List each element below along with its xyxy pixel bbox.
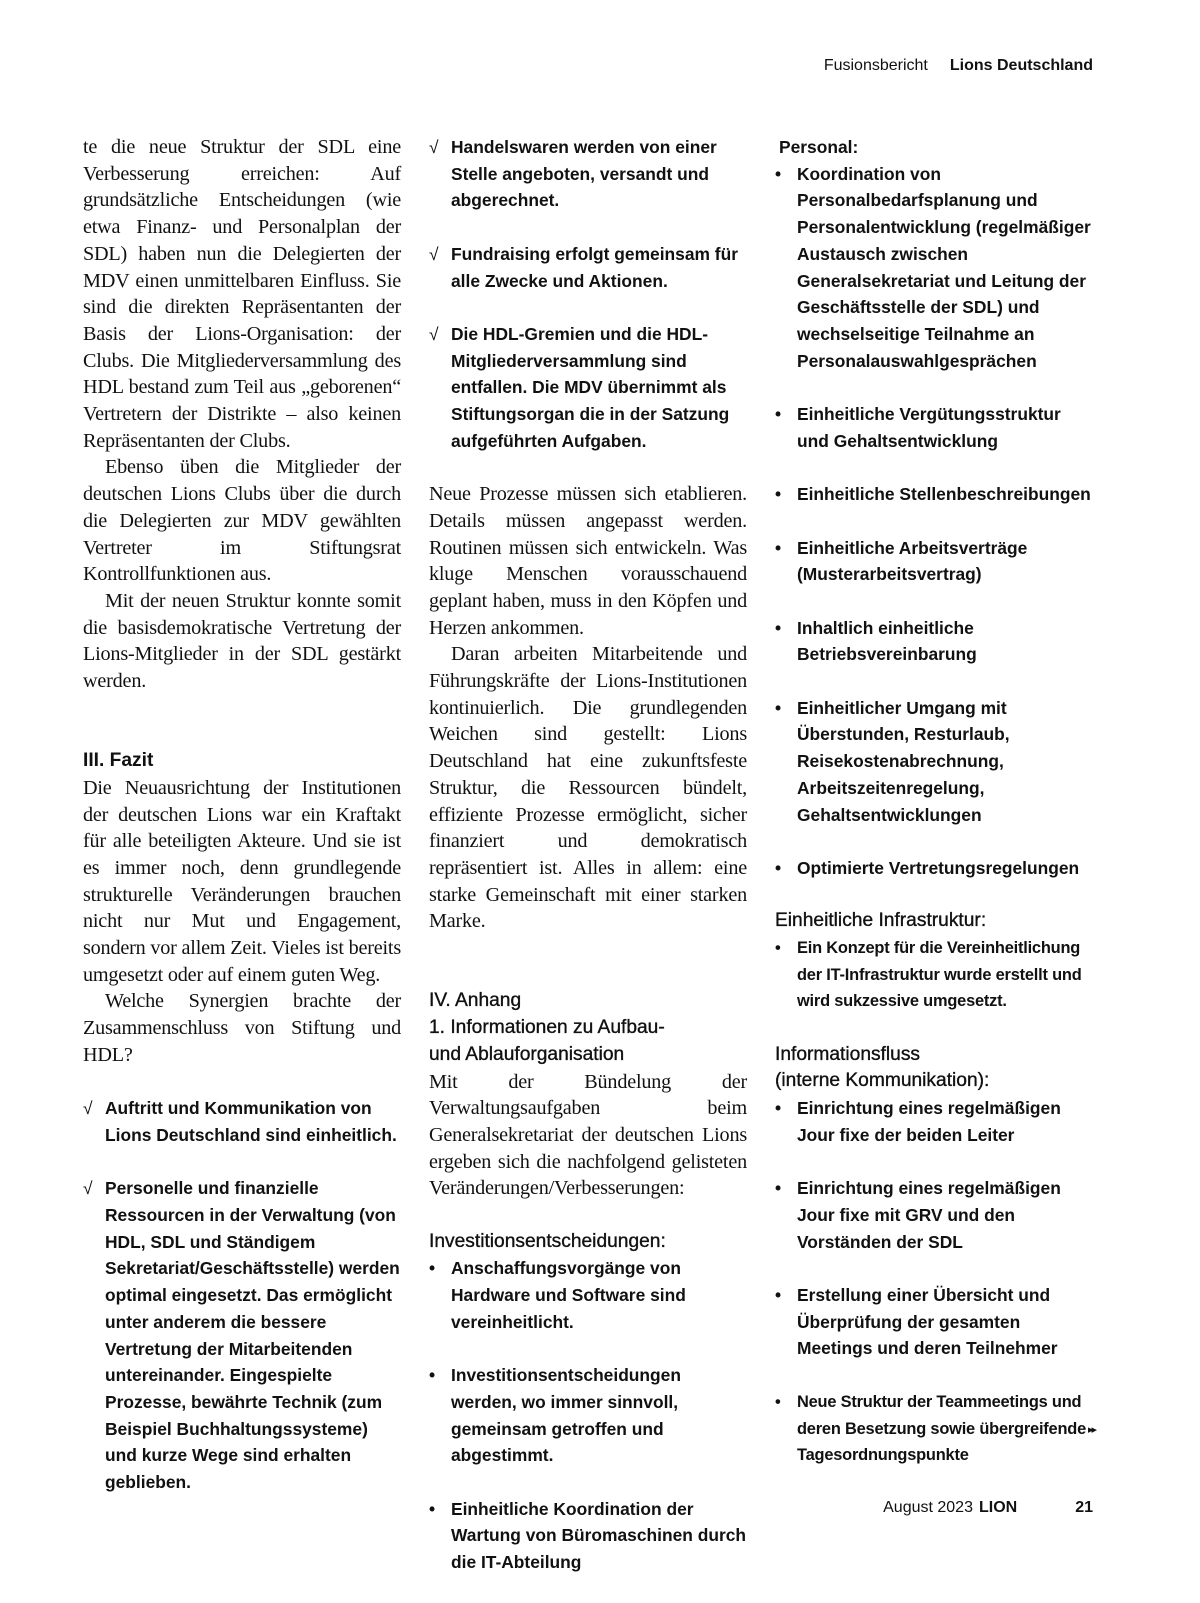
section-heading-fazit: III. Fazit xyxy=(83,750,154,772)
paragraph: Welche Synergien brachte der Zusammenschluss von Stiftung und HDL? xyxy=(83,990,401,1066)
bullet-icon: • xyxy=(429,1258,436,1279)
running-header xyxy=(824,57,1093,75)
section-heading-anhang: IV. Anhang xyxy=(429,990,522,1012)
paragraph: Die Neuausrichtung der Institutionen der deutschen Lions war ein Kraftakt für alle beteiligten Akteure. Und sie ist es immer noch, denn grundlegende strukturelle Veränderungen brauchen nicht nur Mut und Engagement, sondern vor allem Zeit. Vieles ist bereits umgesetzt oder auf einem guten Weg. xyxy=(83,776,401,986)
bullet-icon: • xyxy=(775,163,782,184)
info-heading: Informationsfluss xyxy=(775,1043,921,1065)
list-item: • Koordination von Personalbedarfsplanung und Personalentwicklung (regelmäßiger Austausch zwischen Generalsekretariat und Leitung der Geschäftsstelle der SDL) und wechselseitige Teilnahme an Personalauswahlgesprächen xyxy=(775,161,1095,375)
bullet-icon: • xyxy=(775,938,781,957)
header-publisher: Lions Deutschland xyxy=(949,57,1093,74)
check-item: √ Handelswaren werden von einer Stelle angeboten, versandt und abgerechnet. xyxy=(429,134,747,214)
page-number: 21 xyxy=(1075,1499,1093,1516)
bullet-icon: • xyxy=(429,1365,436,1386)
personal-heading: Personal: xyxy=(779,137,859,157)
check-icon: √ xyxy=(429,243,439,264)
check-icon: √ xyxy=(429,323,439,344)
subheading: und Ablauforganisation xyxy=(429,1043,625,1065)
list-item: • Investitionsentscheidungen werden, wo immer sinnvoll, gemeinsam getroffen und abgestimmt. xyxy=(429,1362,747,1469)
footer-date: August 2023 xyxy=(883,1499,973,1516)
list-item: • Ein Konzept für die Vereinheitlichung der IT-Infrastruktur wurde erstellt und wird sukzessive umgesetzt. xyxy=(775,935,1095,1015)
invest-heading: Investitionsentscheidungen: xyxy=(429,1230,666,1252)
page-footer xyxy=(883,1499,1093,1517)
check-icon: √ xyxy=(83,1098,93,1119)
list-item: • Einrichtung eines regelmäßigen Jour fixe der beiden Leiter xyxy=(775,1095,1095,1148)
bullet-icon: • xyxy=(775,1392,781,1411)
continue-arrow-icon: ▸▸ xyxy=(1087,1423,1095,1436)
bullet-icon: • xyxy=(775,537,782,558)
bullet-icon: • xyxy=(775,697,782,718)
checklist xyxy=(83,1095,401,1496)
list-item: • Einheitliche Vergütungsstruktur und Gehaltsentwicklung xyxy=(775,401,1095,454)
bullet-icon: • xyxy=(775,1098,782,1119)
paragraph: Mit der neuen Struktur konnte somit die basisdemokratische Vertretung der Lions-Mitglieder in der SDL gestärkt werden. xyxy=(83,589,401,693)
bullet-icon: • xyxy=(775,484,782,505)
header-section: Fusionsbericht xyxy=(823,57,928,74)
paragraph: Ebenso üben die Mitglieder der deutschen Lions Clubs über die durch die Delegierten zur MDV gewählten Vertreter im Stiftungsrat Kontrollfunktionen aus. xyxy=(83,456,401,586)
subheading: 1. Informationen zu Aufbau- xyxy=(429,1017,665,1039)
list-item: • Erstellung einer Übersicht und Überprüfung der gesamten Meetings und deren Teilnehmer xyxy=(775,1282,1095,1362)
infra-heading: Einheitliche Infrastruktur: xyxy=(775,910,987,932)
list-item: • Einheitliche Stellenbeschreibungen xyxy=(775,481,1095,508)
footer-magazine: LION xyxy=(978,1499,1018,1516)
column-3 xyxy=(775,134,1095,1465)
bullet-icon: • xyxy=(429,1498,436,1519)
paragraph: Neue Prozesse müssen sich etablieren. Details müssen angepasst werden. Routinen müssen sich entwickeln. Was kluge Menschen vorausschauend geplant haben, muss in den Köpfen und Herzen ankommen. xyxy=(429,483,747,639)
paragraph: Mit der Bündelung der Verwaltungsaufgaben beim Generalsekretariat der deutschen Lions ergeben sich die nachfolgend gelisteten Veränderungen/Verbesserungen: xyxy=(429,1070,747,1200)
bullet-list xyxy=(775,161,1095,882)
list-item: • Einheitlicher Umgang mit Überstunden, Resturlaub, Reisekostenabrechnung, Arbeitszeitenregelung, Gehaltsentwicklungen xyxy=(775,695,1095,829)
paragraph: te die neue Struktur der SDL eine Verbesserung erreichen: Auf grundsätzliche Entscheidungen (wie etwa Finanz- und Personalplan der SDL) haben nun die Delegierten der MDV einen unmittelbaren Einfluss. Sie sind die direkten Repräsentanten der Basis der Lions-Organisation: der Clubs. Die Mitgliederversammlung des HDL bestand zum Teil aus „geborenen“ Vertretern der Distrikte – also keinen Repräsentanten der Clubs. xyxy=(83,136,401,452)
bullet-icon: • xyxy=(775,857,782,878)
list-item: • Einheitliche Arbeitsverträge (Musterarbeitsvertrag) xyxy=(775,535,1095,588)
check-item: √ Fundraising erfolgt gemeinsam für alle Zwecke und Aktionen. xyxy=(429,241,747,294)
check-item: √ Die HDL-Gremien und die HDL-Mitgliederversammlung sind entfallen. Die MDV übernimmt als Stiftungsorgan die in der Satzung aufgeführten Aufgaben. xyxy=(429,321,747,455)
list-item: • Einheitliche Koordination der Wartung von Büromaschinen durch die IT-Abteilung xyxy=(429,1496,747,1576)
bullet-list xyxy=(775,1095,1095,1362)
list-item: • Inhaltlich einheitliche Betriebsvereinbarung xyxy=(775,615,1095,668)
bullet-icon: • xyxy=(775,404,782,425)
list-item: • Optimierte Vertretungsregelungen xyxy=(775,855,1095,882)
check-item: √ Auftritt und Kommunikation von Lions Deutschland sind einheitlich. xyxy=(83,1095,401,1148)
bullet-list xyxy=(775,935,1095,1015)
column-1 xyxy=(83,134,401,1523)
list-item: • Anschaffungsvorgänge von Hardware und Software sind vereinheitlicht. xyxy=(429,1255,747,1335)
list-item: • Einrichtung eines regelmäßigen Jour fixe mit GRV und den Vorständen der SDL xyxy=(775,1175,1095,1255)
checklist xyxy=(429,134,747,454)
check-icon: √ xyxy=(83,1178,93,1199)
bullet-list xyxy=(775,1389,1095,1469)
paragraph: Daran arbeiten Mitarbeitende und Führungskräfte der Lions-Institutionen kontinuierlich. Die grundlegenden Weichen sind gestellt: Lions Deutschland hat eine zukunftsfeste Struktur, die Ressourcen bündelt, effiziente Prozesse ermöglicht, sicher finanziert und demokratisch repräsentiert ist. Alles in allem: eine starke Gemeinschaft mit einer starken Marke. xyxy=(429,643,747,933)
info-heading-sub: (interne Kommunikation): xyxy=(775,1070,990,1092)
column-2 xyxy=(429,134,747,1603)
bullet-icon: • xyxy=(775,1285,782,1306)
bullet-list xyxy=(429,1255,747,1575)
check-item: √ Personelle und finanzielle Ressourcen in der Verwaltung (von HDL, SDL und Ständigem Sekretariat/Geschäftsstelle) werden optimal eingesetzt. Das ermöglicht unter anderem die bessere Vertretung der Mitarbeitenden untereinander. Eingespielte Prozesse, bewährte Technik (zum Beispiel Buchhaltungssysteme) und kurze Wege sind erhalten geblieben. xyxy=(83,1175,401,1495)
list-item: • Neue Struktur der Teammeetings und deren Besetzung sowie übergreifende Tagesordnungspunkte xyxy=(775,1389,1095,1469)
check-icon: √ xyxy=(429,137,439,157)
bullet-icon: • xyxy=(775,617,782,638)
bullet-icon: • xyxy=(775,1178,782,1199)
